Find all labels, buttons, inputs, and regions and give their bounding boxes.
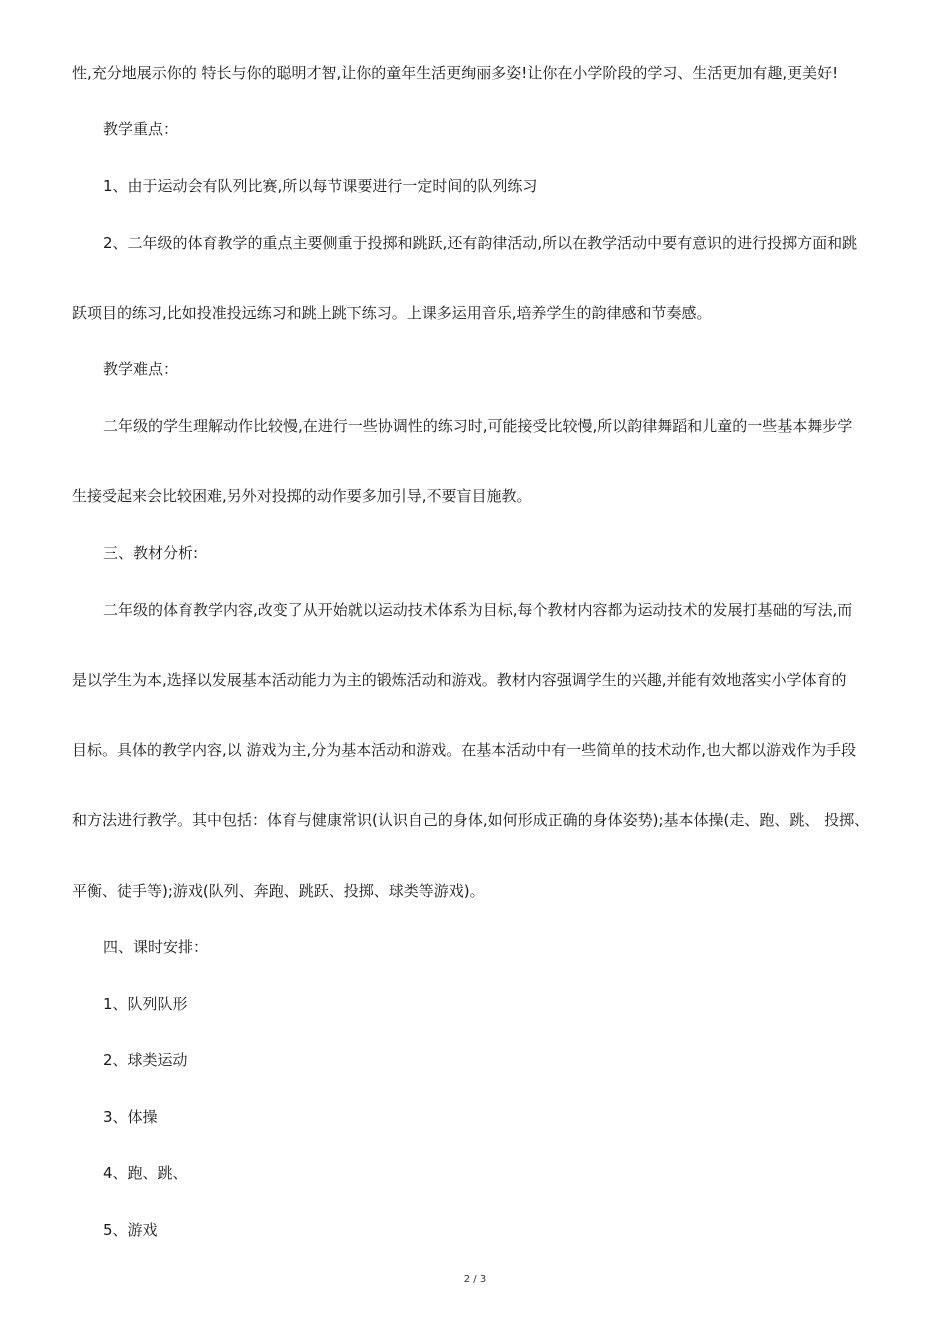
focus-item-1: 1、由于运动会有队列比赛,所以每节课要进行一定时间的队列练习 — [103, 177, 538, 195]
focus-item-2-line-2: 跃项目的练习,比如投准投远练习和跳上跳下练习。上课多运用音乐,培养学生的韵律感和节奏感。 — [72, 304, 712, 322]
difficulty-line-2: 生接受起来会比较困难,另外对投掷的动作要多加引导,不要盲目施教。 — [72, 487, 532, 505]
page-number: 2 / 3 — [463, 1274, 487, 1285]
heading-textbook-analysis: 三、教材分析: — [103, 544, 199, 562]
schedule-item-2: 2、球类运动 — [103, 1051, 188, 1069]
schedule-item-3: 3、体操 — [103, 1108, 158, 1126]
analysis-line-3: 目标。具体的教学内容,以 游戏为主,分为基本活动和游戏。在基本活动中有一些简单的技术动作,也大都以游戏作为手段 — [72, 741, 857, 759]
heading-teaching-focus: 教学重点： — [103, 120, 179, 138]
schedule-item-4: 4、跑、跳、 — [103, 1164, 188, 1182]
focus-item-2-line-1: 2、二年级的体育教学的重点主要侧重于投掷和跳跃,还有韵律活动,所以在教学活动中要有意识的进行投掷方面和跳 — [103, 234, 858, 252]
analysis-line-4: 和方法进行教学。其中包括：体育与健康常识(认识自己的身体,如何形成正确的身体姿势);基本体操(走、跑、跳、 投掷、 — [72, 811, 870, 829]
heading-lesson-schedule: 四、课时安排： — [103, 938, 209, 956]
analysis-line-1: 二年级的体育教学内容,改变了从开始就以运动技术体系为目标,每个教材内容都为运动技术的发展打基础的写法,而 — [103, 601, 853, 619]
schedule-item-1: 1、队列队形 — [103, 995, 188, 1013]
difficulty-line-1: 二年级的学生理解动作比较慢,在进行一些协调性的练习时,可能接受比较慢,所以韵律舞蹈和儿童的一些基本舞步学 — [103, 417, 853, 435]
paragraph-line-1: 性,充分地展示你的 特长与你的聪明才智,让你的童年生活更绚丽多姿!让你在小学阶段的学习、生活更加有趣,更美好! — [72, 64, 839, 82]
schedule-item-5: 5、游戏 — [103, 1221, 158, 1239]
analysis-line-5: 平衡、徒手等);游戏(队列、奔跑、跳跃、投掷、球类等游戏)。 — [72, 882, 485, 900]
analysis-line-2: 是以学生为本,选择以发展基本活动能力为主的锻炼活动和游戏。教材内容强调学生的兴趣,并能有效地落实小学体育的 — [72, 671, 847, 689]
heading-teaching-difficulty: 教学难点： — [103, 360, 179, 378]
